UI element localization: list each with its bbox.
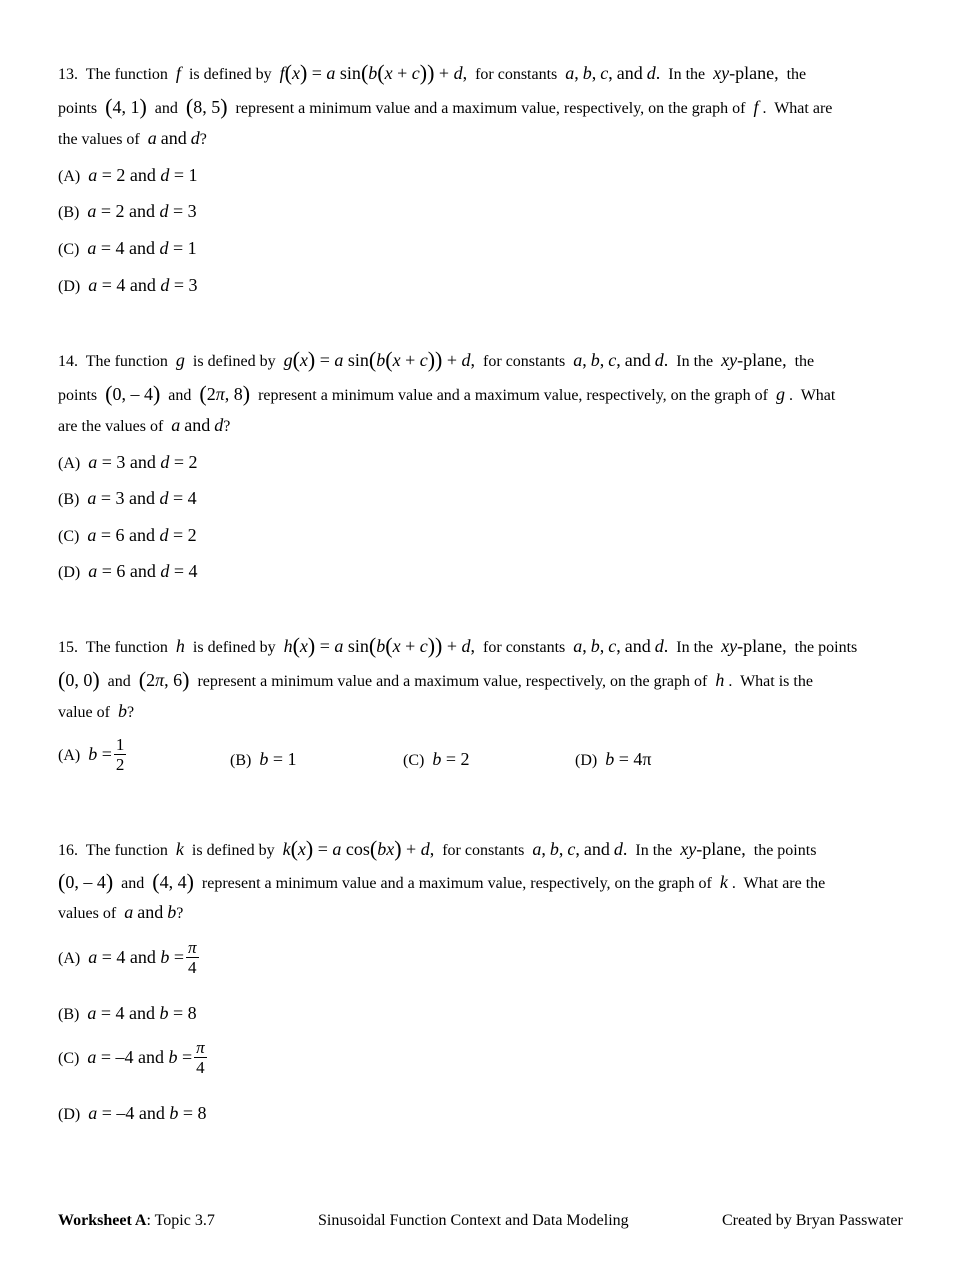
choice-label: (C)	[58, 1050, 80, 1068]
func-name: g	[775, 384, 785, 404]
choice-13-a[interactable]: (A) a = 2 and d = 1	[58, 165, 198, 185]
xy-label: xy	[721, 350, 738, 370]
stem-text: -plane,	[737, 350, 787, 370]
xy-label: xy	[721, 636, 738, 656]
point-min: (4, 1)	[105, 94, 147, 119]
stem-text: points	[58, 100, 98, 117]
question-15-stem-line-2: (0, 0) and (2π, 6) represent a minimum value and a maximum value, respectively, on the graph of h . What is the	[58, 667, 813, 692]
choice-value: 2	[115, 201, 125, 221]
footer-title: Sinusoidal Function Context and Data Modeling	[318, 1212, 629, 1229]
stem-text: and	[160, 128, 187, 148]
choice-label: (C)	[58, 241, 80, 258]
choice-value: 3	[116, 452, 126, 472]
choice-value: 4	[187, 488, 197, 508]
func-name: h	[715, 670, 725, 690]
stem-text: is defined by	[192, 353, 276, 370]
func-name: k	[719, 872, 728, 892]
point-min: (0, 0)	[58, 667, 100, 692]
choice-label: (D)	[58, 278, 81, 295]
stem-text: for constants	[483, 353, 566, 370]
function-formula: g(x) = a sin(b(x + c)) + d,	[283, 347, 476, 372]
constants: a	[565, 63, 575, 83]
function-formula: k(x) = a cos(bx) + d,	[282, 836, 435, 861]
stem-text: represent a minimum value and a maximum value, respectively, on the graph of	[201, 875, 712, 892]
stem-text: points	[58, 387, 98, 404]
stem-text: for constants	[483, 639, 566, 656]
choice-16-b[interactable]: (B) a = 4 and b = 8	[58, 1003, 197, 1023]
stem-text: represent a minimum value and a maximum value, respectively, on the graph of	[235, 100, 746, 117]
question-14-stem-line-1: 14. The function g is defined by g(x) = a sin(b(x + c)) + d, for constants a, b, c, and d. In the xy-plane, the	[58, 347, 815, 372]
stem-text: In the	[635, 842, 673, 859]
choice-label: (B)	[58, 204, 80, 221]
choice-13-b[interactable]: (B) a = 2 and d = 3	[58, 201, 197, 221]
choice-value: 3	[187, 201, 197, 221]
func-name: g	[175, 350, 185, 370]
stem-text: -plane,	[737, 636, 787, 656]
frac-den: 4	[186, 957, 199, 977]
fraction	[194, 1038, 207, 1077]
choice-label: (D)	[58, 564, 81, 581]
choice-value: 4	[188, 561, 198, 581]
choice-13-c[interactable]: (C) a = 4 and d = 1	[58, 238, 197, 258]
choice-value: 4	[115, 1003, 125, 1023]
choice-16-c[interactable]: (C) a = –4 and b = $\frac{\pi}{4}$	[58, 1038, 205, 1077]
choice-value: –4	[115, 1047, 134, 1068]
choice-16-a[interactable]: (A) a = 4 and b = $\frac{\pi}{4}$	[58, 938, 197, 977]
frac-num: 1	[115, 735, 125, 754]
choice-value: 1	[187, 238, 197, 258]
stem-text: What are the	[743, 875, 826, 892]
question-number: 16.	[58, 842, 78, 859]
topic-label: : Topic 3.7	[146, 1212, 215, 1229]
choice-14-a[interactable]: (A) a = 3 and d = 2	[58, 452, 198, 472]
stem-text: and	[616, 63, 643, 83]
stem-text: the points	[753, 842, 817, 859]
stem-text: and	[168, 387, 192, 404]
question-16-stem-line-1: 16. The function k is defined by k(x) = a cos(bx) + d, for constants a, b, c, and d. In the xy-plane, the points	[58, 836, 817, 861]
stem-text: -plane,	[729, 63, 779, 83]
frac-num: π	[188, 938, 197, 957]
stem-text: and	[107, 673, 131, 690]
stem-text: and	[624, 350, 651, 370]
question-16-stem-line-2: (0, – 4) and (4, 4) represent a minimum value and a maximum value, respectively, on the graph of k . What are the	[58, 869, 826, 894]
choice-value: 6	[116, 561, 126, 581]
frac-den: 2	[115, 755, 125, 774]
choice-label: (B)	[230, 752, 252, 769]
choice-value: 8	[187, 1003, 197, 1023]
xy-label: xy	[680, 839, 697, 859]
func-name: f	[753, 97, 759, 117]
choice-15-b[interactable]: (B) b = 1	[230, 749, 297, 769]
stem-text: are the values of	[58, 418, 164, 435]
stem-text: and	[583, 839, 610, 859]
question-13-stem-line-2: points (4, 1) and (8, 5) represent a minimum value and a maximum value, respectively, on the graph of f . What are	[58, 94, 833, 119]
stem-text: is defined by	[188, 66, 272, 83]
choice-value: 2	[460, 749, 470, 769]
question-number: 14.	[58, 353, 78, 370]
question-14-stem-line-2: points (0, – 4) and (2π, 8) represent a minimum value and a maximum value, respectively, on the graph of g . What	[58, 381, 836, 406]
stem-text: represent a minimum value and a maximum value, respectively, on the graph of	[258, 387, 768, 404]
point-max: (2π, 8)	[199, 381, 251, 406]
stem-text: value of	[58, 704, 110, 721]
choice-14-b[interactable]: (B) a = 3 and d = 4	[58, 488, 197, 508]
question-13-stem-line-1: 13. The function f is defined by f(x) = a sin(b(x + c)) + d, for constants a, b, c, and d. In the xy-plane, the	[58, 60, 807, 85]
stem-text: the	[786, 66, 807, 83]
footer-author: Created by Bryan Passwater	[722, 1212, 903, 1229]
choice-14-d[interactable]: (D) a = 6 and d = 4	[58, 561, 198, 581]
choice-label: (C)	[403, 752, 425, 769]
function-formula: f(x) = a sin(b(x + c)) + d,	[279, 60, 468, 85]
func-name: h	[175, 636, 185, 656]
stem-text: the	[794, 353, 815, 370]
stem-text: The function	[85, 639, 168, 656]
stem-text: and	[154, 100, 178, 117]
stem-text: The function	[85, 66, 168, 83]
frac-num: π	[196, 1038, 205, 1057]
stem-text: -plane,	[696, 839, 746, 859]
point-max: (8, 5)	[185, 94, 228, 119]
choice-15-d[interactable]: (D) b = 4π	[575, 749, 652, 769]
stem-text: What	[740, 673, 775, 690]
question-14-stem-line-3: are the values of a and d?	[58, 415, 231, 435]
choice-value: 1	[287, 749, 297, 769]
choice-15-a[interactable]: (A) b = $\frac{1}{2}$	[58, 735, 125, 774]
choice-value: 3	[115, 488, 125, 508]
choice-value: 6	[115, 525, 125, 545]
stem-text: and	[624, 636, 651, 656]
stem-text: and	[121, 875, 145, 892]
question-number: 13.	[58, 66, 78, 83]
stem-text: What	[774, 100, 809, 117]
point-min: (0, – 4)	[105, 381, 161, 406]
choice-label: (A)	[58, 455, 81, 472]
choice-label: (A)	[58, 950, 81, 968]
frac-den: 4	[194, 1057, 207, 1077]
question-15-stem-line-1: 15. The function h is defined by h(x) = a sin(b(x + c)) + d, for constants a, b, c, and d. In the xy-plane, the points	[58, 633, 858, 658]
choice-label: (B)	[58, 491, 80, 508]
choice-value: 4π	[633, 749, 652, 769]
choice-value: 4	[116, 275, 126, 295]
choice-16-d[interactable]: (D) a = –4 and b = 8	[58, 1103, 207, 1123]
stem-text: In the	[676, 353, 714, 370]
choice-14-c[interactable]: (C) a = 6 and d = 2	[58, 525, 197, 545]
question-13-stem-line-3: the values of a and d?	[58, 128, 207, 148]
stem-text: In the	[668, 66, 706, 83]
stem-text: represent a minimum value and a maximum value, respectively, on the graph of	[197, 673, 708, 690]
stem-text: the points	[794, 639, 858, 656]
function-formula: h(x) = a sin(b(x + c)) + d,	[283, 633, 476, 658]
choice-value: 4	[115, 238, 125, 258]
choice-value: 8	[197, 1103, 207, 1123]
stem-text: for constants	[442, 842, 525, 859]
choice-label: (D)	[575, 752, 598, 769]
question-number: 15.	[58, 639, 78, 656]
stem-text: and	[184, 415, 211, 435]
stem-text: In the	[676, 639, 714, 656]
choice-value: 2	[116, 165, 126, 185]
stem-text: is defined by	[191, 842, 275, 859]
stem-text: is defined by	[192, 639, 276, 656]
choice-label: (B)	[58, 1006, 80, 1023]
func-name: f	[175, 63, 181, 83]
choice-label: (A)	[58, 747, 81, 765]
func-name: k	[175, 839, 184, 859]
choice-15-c[interactable]: (C) b = 2	[403, 749, 470, 769]
point-max: (2π, 6)	[138, 667, 190, 692]
stem-text: the values of	[58, 131, 140, 148]
xy-label: xy	[713, 63, 730, 83]
stem-text: The function	[85, 353, 168, 370]
choice-value: 4	[116, 947, 126, 968]
point-max: (4, 4)	[152, 869, 194, 894]
choice-label: (C)	[58, 528, 80, 545]
choice-value: 2	[187, 525, 197, 545]
choice-value: 1	[188, 165, 198, 185]
choice-13-d[interactable]: (D) a = 4 and d = 3	[58, 275, 198, 295]
worksheet-label: Worksheet A	[58, 1212, 147, 1229]
stem-text: The function	[85, 842, 168, 859]
choice-value: 3	[188, 275, 198, 295]
footer-worksheet	[58, 1212, 215, 1230]
stem-text: values of	[58, 905, 117, 922]
question-15-stem-line-3: value of b?	[58, 701, 135, 721]
fraction	[114, 735, 127, 774]
choice-label: (A)	[58, 168, 81, 185]
choice-value: –4	[116, 1103, 135, 1123]
choice-value: 2	[188, 452, 198, 472]
stem-text: What	[800, 387, 836, 404]
fraction	[186, 938, 199, 977]
point-min: (0, – 4)	[58, 869, 114, 894]
stem-text: and	[137, 902, 164, 922]
question-16-stem-line-3: values of a and b?	[58, 902, 184, 922]
choice-label: (D)	[58, 1106, 81, 1123]
stem-text: for constants	[475, 66, 558, 83]
